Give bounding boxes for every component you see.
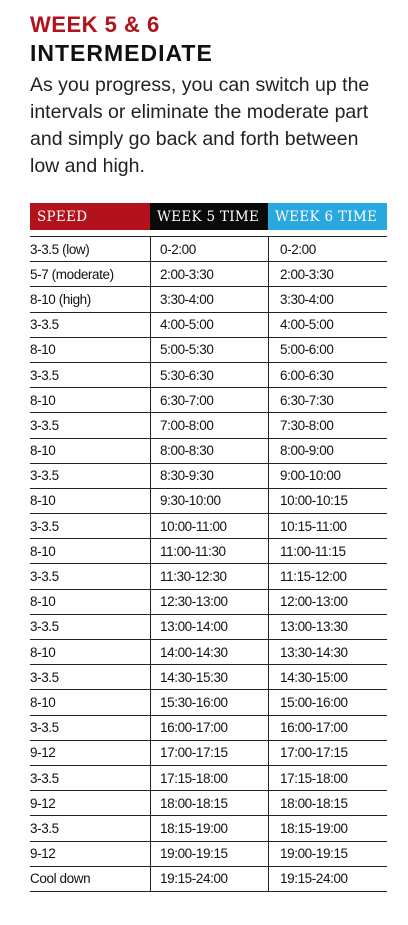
week6-time-cell: 13:00-13:30 bbox=[268, 615, 387, 639]
week5-time-cell: 18:00-18:15 bbox=[150, 791, 268, 815]
week5-time-cell: 15:30-16:00 bbox=[150, 690, 268, 714]
week5-time-cell: 19:00-19:15 bbox=[150, 842, 268, 866]
table-row bbox=[30, 815, 387, 840]
week5-time-cell: 18:15-19:00 bbox=[150, 816, 268, 840]
speed-cell: 8-10 bbox=[30, 392, 56, 408]
speed-cell: 3-3.5 bbox=[30, 720, 59, 736]
speed-cell: 3-3.5 bbox=[30, 367, 59, 383]
table-row bbox=[30, 664, 387, 689]
week6-time-cell: 6:00-6:30 bbox=[268, 363, 387, 387]
speed-cell: Cool down bbox=[30, 871, 91, 887]
speed-cell: 3-3.5 bbox=[30, 518, 59, 534]
table-row bbox=[30, 614, 387, 639]
week5-time-cell: 10:00-11:00 bbox=[150, 514, 268, 538]
week5-time-cell: 8:30-9:30 bbox=[150, 464, 268, 488]
week5-time-cell: 9:30-10:00 bbox=[150, 489, 268, 513]
week6-time-cell: 16:00-17:00 bbox=[268, 716, 387, 740]
speed-cell: 8-10 bbox=[30, 342, 56, 358]
week5-time-cell: 13:00-14:00 bbox=[150, 615, 268, 639]
table-row bbox=[30, 463, 387, 488]
table-row bbox=[30, 765, 387, 790]
table-row bbox=[30, 312, 387, 337]
speed-cell: 3-3.5 bbox=[30, 820, 59, 836]
week6-time-cell: 11:15-12:00 bbox=[268, 564, 387, 588]
intro-text: As you progress, you can switch up the intervals or eliminate the moderate part and simply go back and forth between low and high. bbox=[30, 74, 370, 177]
speed-cell: 3-3.5 bbox=[30, 569, 59, 585]
speed-cell: 3-3.5 (low) bbox=[30, 241, 90, 257]
week5-time-cell: 6:30-7:00 bbox=[150, 388, 268, 412]
week6-time-cell: 6:30-7:30 bbox=[268, 388, 387, 412]
table-row bbox=[30, 866, 387, 891]
week6-time-cell: 19:15-24:00 bbox=[268, 867, 387, 891]
header-week5-time: WEEK 5 TIME bbox=[150, 203, 268, 230]
speed-cell: 9-12 bbox=[30, 795, 56, 811]
table-row bbox=[30, 538, 387, 563]
week6-time-cell: 13:30-14:30 bbox=[268, 640, 387, 664]
week5-time-cell: 5:30-6:30 bbox=[150, 363, 268, 387]
week5-time-cell: 3:30-4:00 bbox=[150, 287, 268, 311]
week5-time-cell: 16:00-17:00 bbox=[150, 716, 268, 740]
speed-cell: 8-10 bbox=[30, 694, 56, 710]
speed-cell: 5-7 (moderate) bbox=[30, 266, 114, 282]
table-row bbox=[30, 236, 387, 261]
speed-cell: 3-3.5 bbox=[30, 468, 59, 484]
table-row bbox=[30, 589, 387, 614]
week6-time-cell: 3:30-4:00 bbox=[268, 287, 387, 311]
speed-cell: 9-12 bbox=[30, 745, 56, 761]
week6-time-cell: 8:00-9:00 bbox=[268, 439, 387, 463]
week6-time-cell: 10:15-11:00 bbox=[268, 514, 387, 538]
week6-time-cell: 10:00-10:15 bbox=[268, 489, 387, 513]
week5-time-cell: 4:00-5:00 bbox=[150, 313, 268, 337]
table-row bbox=[30, 841, 387, 866]
interval-table bbox=[30, 203, 387, 892]
table-row bbox=[30, 412, 387, 437]
speed-cell: 3-3.5 bbox=[30, 417, 59, 433]
week6-time-cell: 17:00-17:15 bbox=[268, 741, 387, 765]
week5-time-cell: 19:15-24:00 bbox=[150, 867, 268, 891]
week6-time-cell: 15:00-16:00 bbox=[268, 690, 387, 714]
header-week6-time: WEEK 6 TIME bbox=[268, 203, 387, 230]
week6-time-cell: 12:00-13:00 bbox=[268, 590, 387, 614]
table-row bbox=[30, 488, 387, 513]
week5-time-cell: 17:15-18:00 bbox=[150, 766, 268, 790]
speed-cell: 8-10 bbox=[30, 543, 56, 559]
speed-cell: 8-10 bbox=[30, 443, 56, 459]
week5-time-cell: 11:30-12:30 bbox=[150, 564, 268, 588]
week5-time-cell: 2:00-3:30 bbox=[150, 262, 268, 286]
week-title: WEEK 5 & 6 bbox=[30, 12, 160, 37]
speed-cell: 3-3.5 bbox=[30, 669, 59, 685]
table-row bbox=[30, 286, 387, 311]
table-row bbox=[30, 438, 387, 463]
table-row bbox=[30, 563, 387, 588]
table-row bbox=[30, 740, 387, 765]
week5-time-cell: 12:30-13:00 bbox=[150, 590, 268, 614]
week5-time-cell: 17:00-17:15 bbox=[150, 741, 268, 765]
table-row bbox=[30, 790, 387, 815]
week6-time-cell: 18:00-18:15 bbox=[268, 791, 387, 815]
table-row bbox=[30, 689, 387, 714]
level-title: INTERMEDIATE bbox=[30, 40, 213, 66]
week6-time-cell: 14:30-15:00 bbox=[268, 665, 387, 689]
week6-time-cell: 11:00-11:15 bbox=[268, 539, 387, 563]
table-row bbox=[30, 387, 387, 412]
week5-time-cell: 7:00-8:00 bbox=[150, 413, 268, 437]
table-header-row bbox=[30, 203, 387, 230]
table-row bbox=[30, 362, 387, 387]
week6-time-cell: 19:00-19:15 bbox=[268, 842, 387, 866]
speed-cell: 8-10 bbox=[30, 594, 56, 610]
week5-time-cell: 8:00-8:30 bbox=[150, 439, 268, 463]
week6-time-cell: 4:00-5:00 bbox=[268, 313, 387, 337]
week6-time-cell: 9:00-10:00 bbox=[268, 464, 387, 488]
week5-time-cell: 11:00-11:30 bbox=[150, 539, 268, 563]
week6-time-cell: 17:15-18:00 bbox=[268, 766, 387, 790]
speed-cell: 3-3.5 bbox=[30, 317, 59, 333]
speed-cell: 8-10 bbox=[30, 493, 56, 509]
table-row bbox=[30, 715, 387, 740]
speed-cell: 8-10 (high) bbox=[30, 291, 91, 307]
week5-time-cell: 14:30-15:30 bbox=[150, 665, 268, 689]
table-row bbox=[30, 639, 387, 664]
week5-time-cell: 0-2:00 bbox=[150, 237, 268, 261]
speed-cell: 3-3.5 bbox=[30, 619, 59, 635]
table-row bbox=[30, 513, 387, 538]
week6-time-cell: 5:00-6:00 bbox=[268, 338, 387, 362]
week6-time-cell: 7:30-8:00 bbox=[268, 413, 387, 437]
week6-time-cell: 0-2:00 bbox=[268, 237, 387, 261]
week6-time-cell: 2:00-3:30 bbox=[268, 262, 387, 286]
speed-cell: 3-3.5 bbox=[30, 770, 59, 786]
table-body bbox=[30, 236, 387, 892]
header-speed: SPEED bbox=[30, 203, 150, 230]
speed-cell: 9-12 bbox=[30, 846, 56, 862]
table-row bbox=[30, 337, 387, 362]
speed-cell: 8-10 bbox=[30, 644, 56, 660]
table-row bbox=[30, 261, 387, 286]
week5-time-cell: 14:00-14:30 bbox=[150, 640, 268, 664]
week5-time-cell: 5:00-5:30 bbox=[150, 338, 268, 362]
week6-time-cell: 18:15-19:00 bbox=[268, 816, 387, 840]
